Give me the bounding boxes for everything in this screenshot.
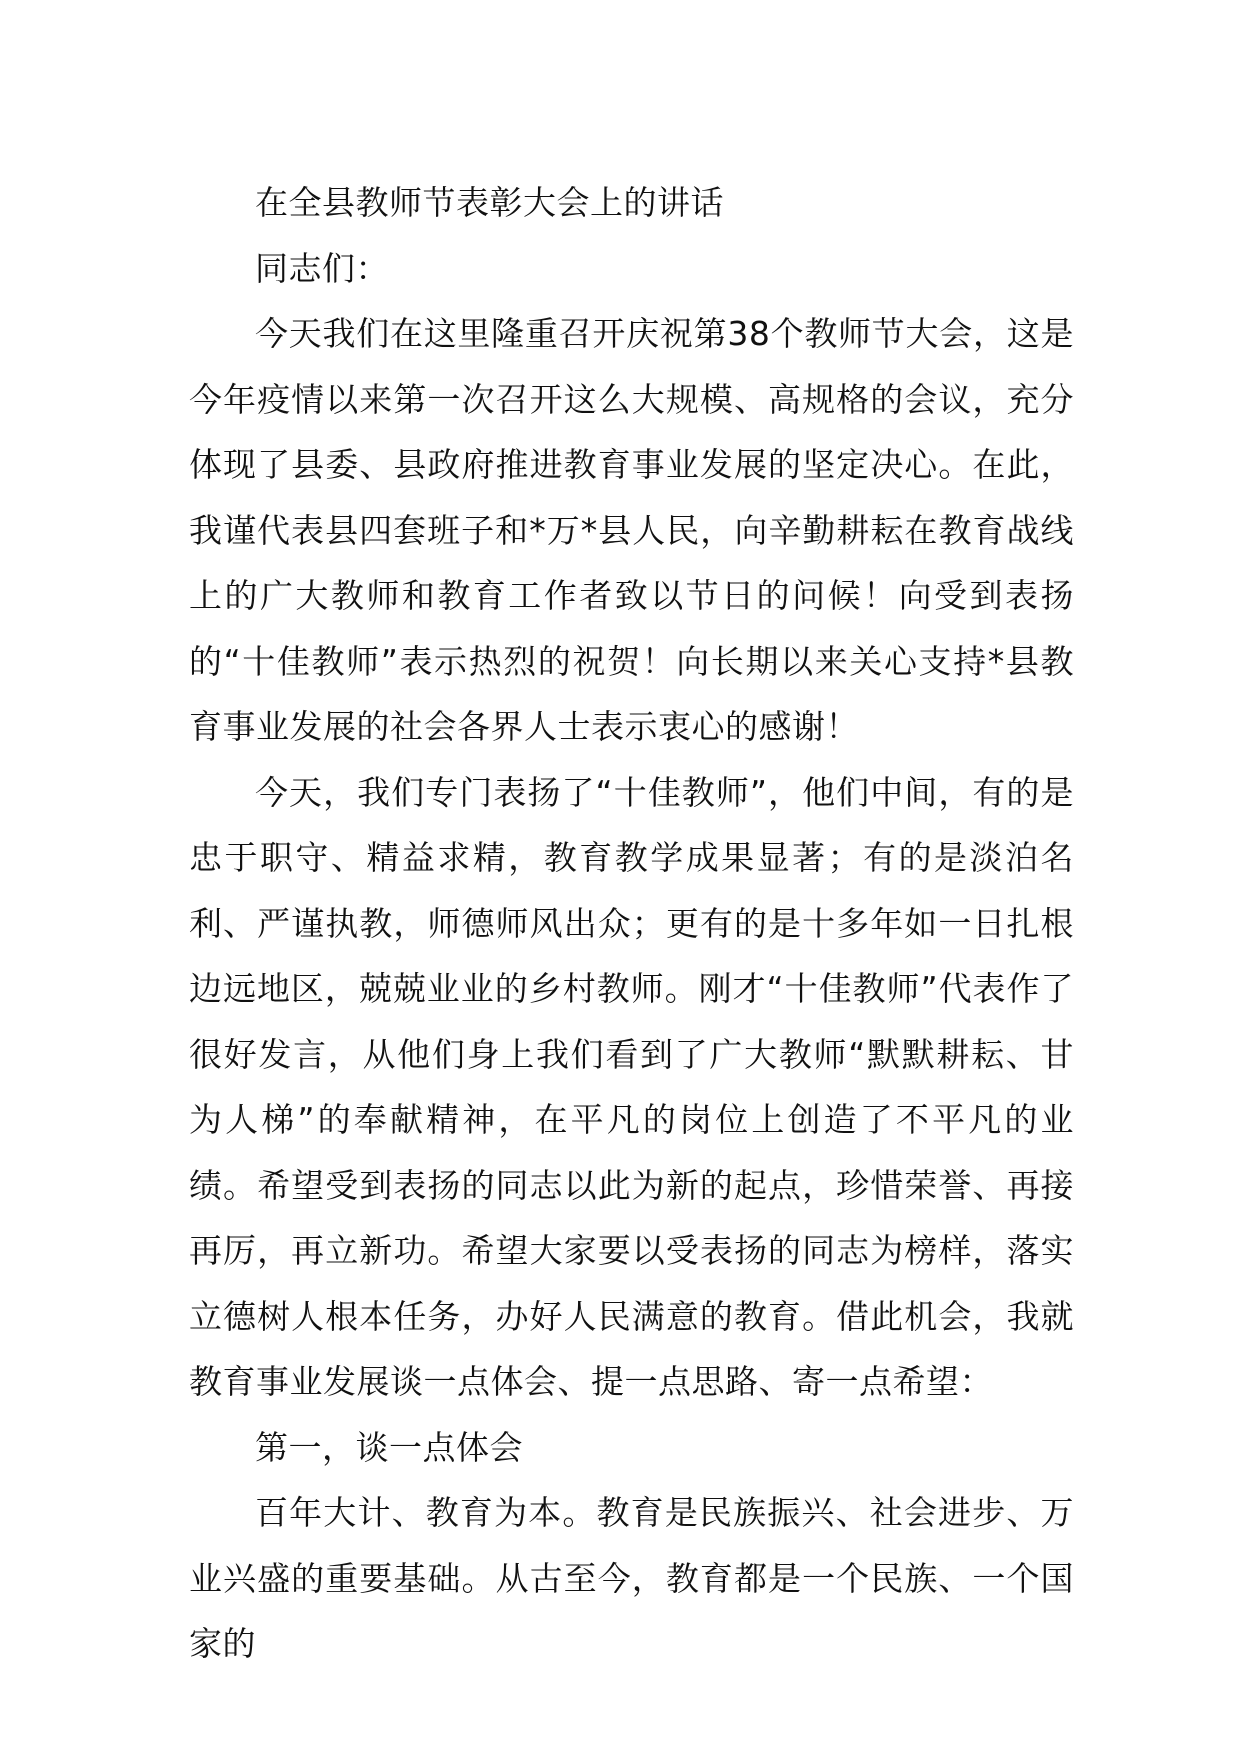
- speech-title: 在全县教师节表彰大会上的讲话: [255, 183, 724, 222]
- body-paragraph-2: 今天，我们专门表扬了“十佳教师”，他们中间，有的是忠于职守、精益求精，教育教学成果显著；有的是淡泊名利、严谨执教，师德师风出众；更有的是十多年如一日扎根边远地区，兢兢业业的乡村教师。刚才“十佳教师”代表作了很好发言，从他们身上我们看到了广大教师“默默耕耘、甘为人梯”的奉献精神，在平凡的岗位上创造了不平凡的业绩。希望受到表扬的同志以此为新的起点，珍惜荣誉、再接再厉，再立新功。希望大家要以受表扬的同志为榜样，落实立德树人根本任务，办好人民满意的教育。借此机会，我就教育事业发展谈一点体会、提一点思路、寄一点希望：: [189, 772, 1074, 1401]
- section-heading: 第一，谈一点体会: [255, 1427, 523, 1467]
- body-paragraph-1: 今天我们在这里隆重召开庆祝第38个教师节大会，这是今年疫情以来第一次召开这么大规模、高规格的会议，充分体现了县委、县政府推进教育事业发展的坚定决心。在此，我谨代表县四套班子和*万*县人民，向辛勤耕耘在教育战线上的广大教师和教育工作者致以节日的问候！向受到表扬的“十佳教师”表示热烈的祝贺！向长期以来关心支持*县教育事业发展的社会各界人士表示衷心的感谢！: [189, 314, 1074, 746]
- salutation: 同志们：: [255, 248, 389, 288]
- body-paragraph-3: 百年大计、教育为本。教育是民族振兴、社会进步、万业兴盛的重要基础。从古至今，教育都是一个民族、一个国家的: [189, 1493, 1074, 1663]
- document-body: [189, 170, 1074, 1677]
